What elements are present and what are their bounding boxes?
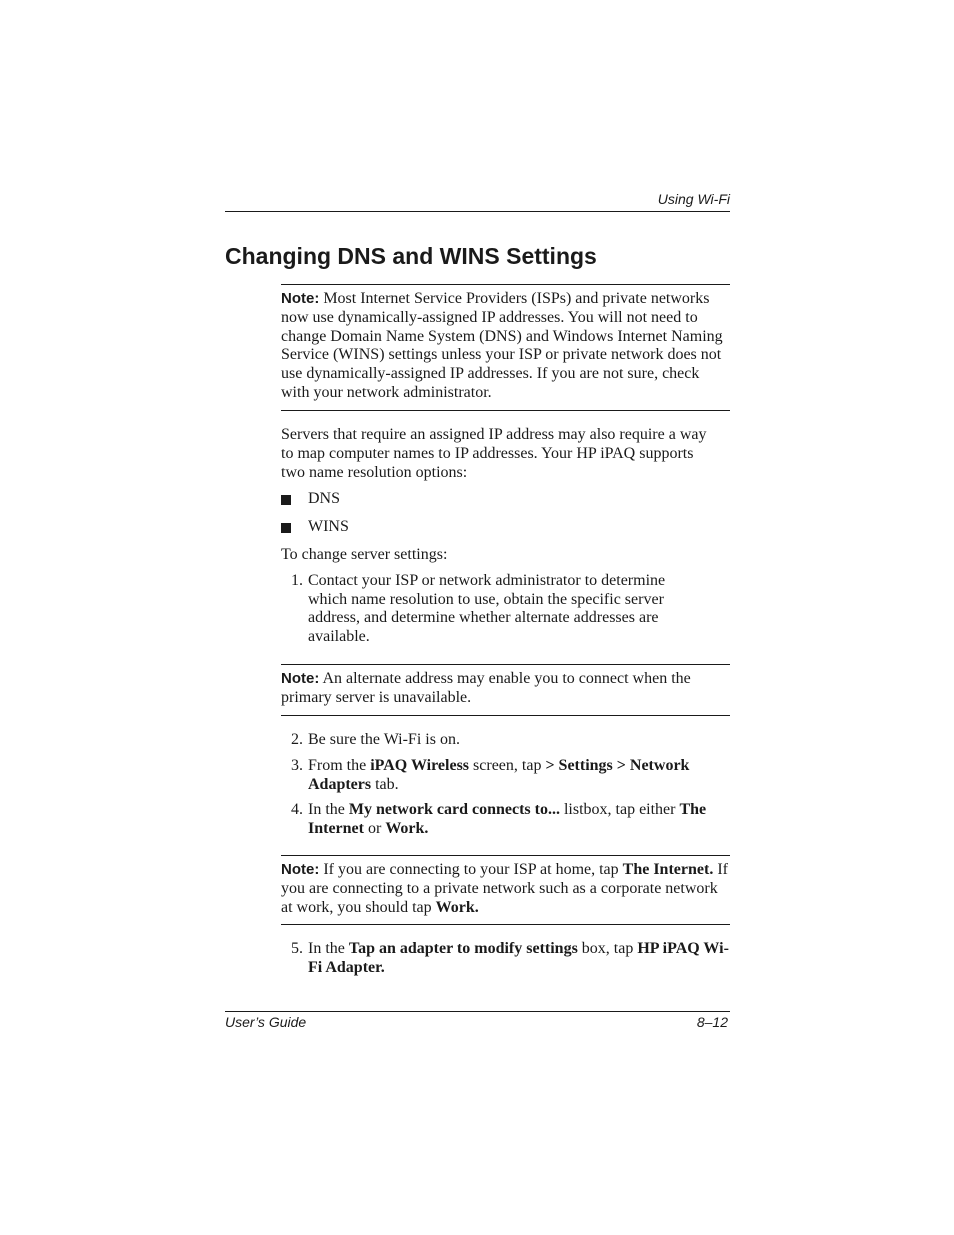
bullet-item-dns: DNS [308, 490, 341, 507]
note-bottom-rule [281, 410, 730, 411]
ui-path-settings-network-adapters: > Settings > Network Adapters [308, 757, 690, 793]
note-top-rule [281, 664, 730, 665]
note-alternate-address [281, 670, 730, 708]
ui-option-work: Work. [385, 819, 429, 837]
ui-label-ipaq-wireless: iPAQ Wireless [370, 757, 470, 774]
note-text: An alternate address may enable you to connect when the primary server is unavailable. [281, 670, 691, 706]
step-number: 3. [291, 757, 303, 774]
step-text: Contact your ISP or network administrator to determine which name resolution to use, obtain the specific server address, and determine whether alternate addresses are available. [308, 572, 666, 645]
step-text: In the Tap an adapter to modify settings box, tap HP iPAQ Wi-Fi Adapter. [308, 940, 729, 976]
ui-option-the-internet: The Internet [308, 801, 707, 837]
note-label: Note: [281, 290, 320, 307]
note-isp-or-work: Note: If you are connecting to your ISP at home, tap The Internet. If you are connecting to a private network such as a corporate network at work, you should tap Work. [281, 861, 728, 916]
note-text: Most Internet Service Providers (ISPs) and private networks now use dynamically-assigned IP addresses. You will not need to change Domain Name System (DNS) and Windows Internet Naming Service (WINS) settings unless your ISP or private network does not use dynamically-assigned IP addresses. If you are not sure, check with your network administrator. [281, 290, 723, 401]
intro-paragraph: Servers that require an assigned IP address may also require a way to map computer names to IP addresses. Your HP iPAQ supports two name resolution options: [281, 426, 707, 481]
ui-option-hp-ipaq-wifi-adapter: HP iPAQ Wi-Fi Adapter. [308, 940, 729, 976]
footer-rule [225, 1011, 730, 1012]
bullet-icon [281, 523, 291, 533]
ui-label-network-card-listbox: My network card connects to... [348, 801, 560, 818]
running-header: Using Wi-Fi [657, 191, 730, 207]
note-bottom-rule [281, 924, 730, 925]
step-number: 2. [291, 731, 303, 748]
step-text: Be sure the Wi-Fi is on. [308, 731, 460, 748]
header-rule [225, 211, 730, 212]
step-number: 4. [291, 801, 303, 818]
ui-label-tap-adapter-box: Tap an adapter to modify settings [348, 940, 578, 957]
footer-guide-title: User’s Guide [225, 1014, 307, 1030]
note-label: Note: [281, 861, 320, 878]
step-number: 1. [291, 572, 303, 589]
step-text: From the iPAQ Wireless screen, tap > Settings > Network Adapters tab. [308, 757, 690, 793]
section-title: Changing DNS and WINS Settings [225, 243, 597, 269]
note-top-rule [281, 855, 730, 856]
note-label: Note: [281, 670, 320, 687]
step-text: In the My network card connects to... listbox, tap either The Internet or Work. [308, 801, 707, 837]
bullet-item-wins: WINS [308, 518, 349, 535]
bullet-icon [281, 495, 291, 505]
note-bottom-rule [281, 715, 730, 716]
note-top-rule [281, 284, 730, 285]
note-dynamic-ip [281, 290, 730, 403]
procedure-lead: To change server settings: [281, 546, 448, 563]
page-number: 8–12 [696, 1014, 728, 1030]
step-number: 5. [291, 940, 303, 957]
